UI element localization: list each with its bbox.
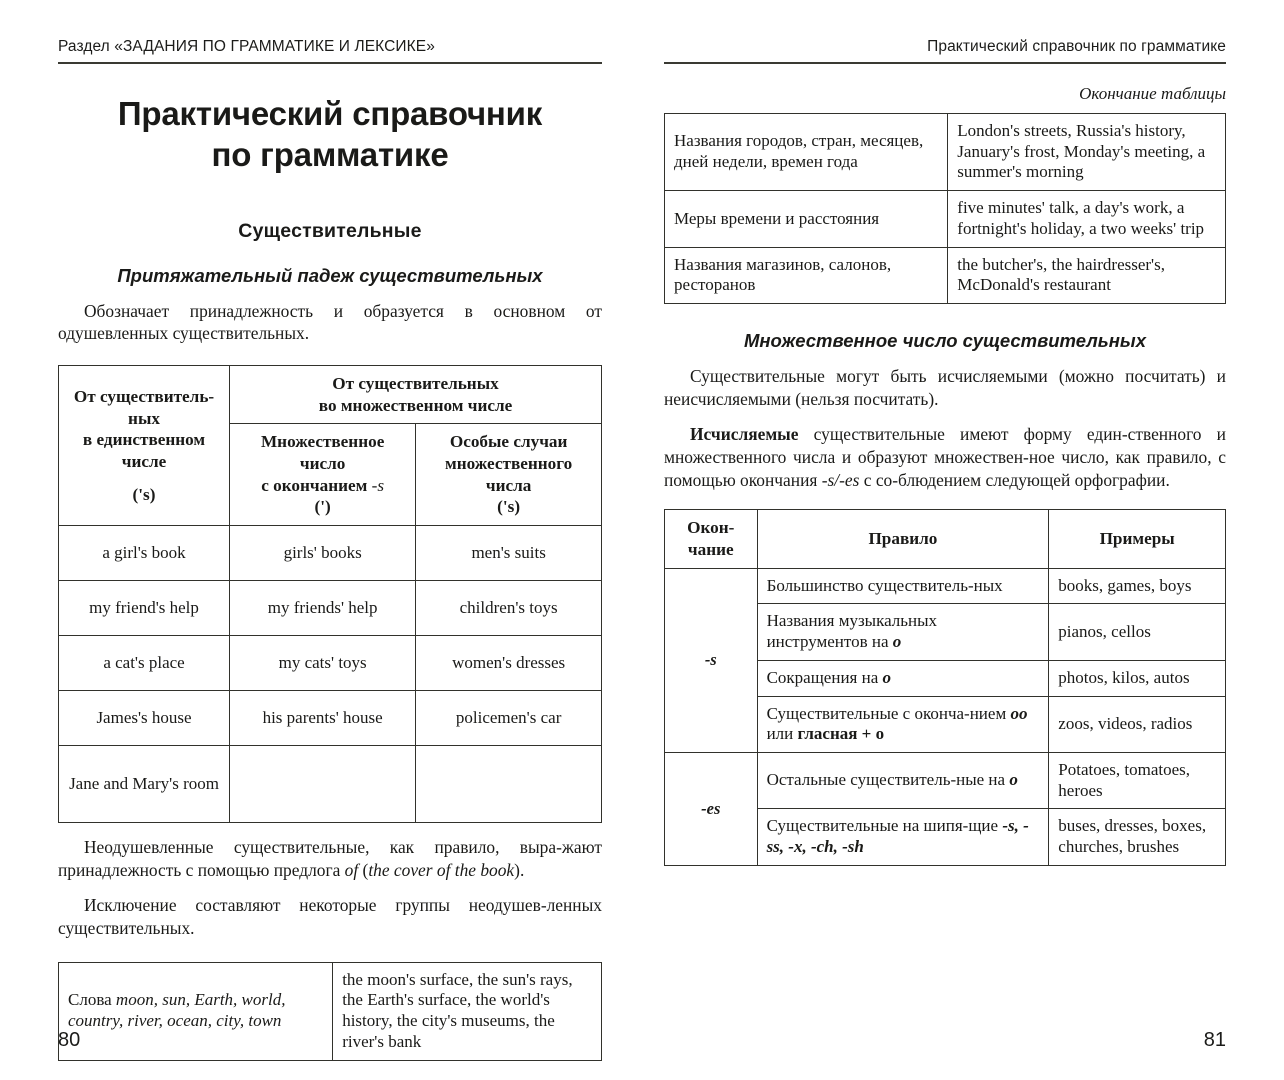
cell-special: women's dresses xyxy=(416,636,602,691)
cell-rule xyxy=(757,696,1049,752)
cell-plural-s xyxy=(230,746,416,823)
cell-special: policemen's car xyxy=(416,691,602,746)
table-row xyxy=(665,247,1226,303)
possessive-intro-paragraph: Обозначает принадлежность и образуется в основном от одушевленных существительных. xyxy=(58,300,602,344)
header-singular-mark: ('s) xyxy=(132,484,156,504)
cell-examples: the butcher's, the hairdresser's, McDonald's restaurant xyxy=(948,247,1226,303)
plural-paragraph-2-text-a: существительные имеют форму един-ственного и множественного числа и образуют множествен-ное число, как правило, с помощью окончания xyxy=(664,424,1226,490)
cell-rule xyxy=(757,568,1049,604)
header-ending xyxy=(665,510,758,568)
header-singular-l3: в единственном xyxy=(82,430,206,450)
table-row xyxy=(59,526,602,581)
cell-rule xyxy=(757,660,1049,696)
right-head-rule xyxy=(664,62,1226,64)
cell-examples: photos, kilos, autos xyxy=(1049,660,1226,696)
cell-examples: five minutes' talk, a day's work, a fortnight's holiday, a two weeks' trip xyxy=(948,191,1226,247)
cell-plural-s: my friends' help xyxy=(230,581,416,636)
plural-table-header-row xyxy=(665,510,1226,568)
header-examples: Примеры xyxy=(1049,510,1226,568)
cell-rule xyxy=(757,753,1049,809)
rule-text-mid: или xyxy=(766,724,798,744)
possessive-continued-table xyxy=(664,113,1226,304)
cell-examples: zoos, videos, radios xyxy=(1049,696,1226,752)
inanimate-paragraph xyxy=(58,836,602,881)
header-plural-group xyxy=(230,366,602,424)
cell-rule: Названия магазинов, салонов, ресторанов xyxy=(665,247,948,303)
table-row xyxy=(665,753,1226,809)
page-number-left: 80 xyxy=(58,1029,81,1051)
cell-examples: pianos, cellos xyxy=(1049,604,1226,660)
header-singular-l4: числе xyxy=(121,451,167,471)
table-row xyxy=(665,568,1226,604)
inanimate-example: the cover of the book xyxy=(368,859,515,880)
page-title xyxy=(58,94,602,176)
header-plural-s-l2: число xyxy=(299,454,346,474)
cell-singular: James's house xyxy=(59,691,230,746)
header-plural-group-l1: От существительных xyxy=(332,374,499,394)
header-singular-nouns xyxy=(59,366,230,526)
table-row xyxy=(59,962,602,1060)
inanimate-text-a: Неодушевленные существительные, как правило, выра-жают принадлежность с помощью предлога xyxy=(58,837,602,880)
subsection-heading-possessive: Притяжательный падеж существительных xyxy=(117,264,543,286)
rule-text: Сокращения на xyxy=(766,667,883,687)
table-row xyxy=(59,581,602,636)
right-page xyxy=(642,0,1284,1080)
header-ending-l2: чание xyxy=(687,539,734,559)
cell-special: men's suits xyxy=(416,526,602,581)
header-plural-with-s xyxy=(230,424,416,526)
header-special-l3: числа xyxy=(485,475,532,495)
left-head-rule xyxy=(58,62,602,64)
header-plural-s-l1: Множественное xyxy=(260,432,385,452)
plural-paragraph-1: Существительные могут быть исчисляемыми (можно посчитать) и неисчисляемыми (нельзя посчитать). xyxy=(664,366,1226,409)
table-row xyxy=(665,114,1226,191)
cell-plural-s: my cats' toys xyxy=(230,636,416,691)
exception-words-prefix: Слова xyxy=(68,990,116,1010)
cell-examples: London's streets, Russia's history, January's frost, Monday's meeting, a summer's morning xyxy=(948,114,1226,191)
rule-emphasis: o xyxy=(1009,770,1018,790)
cell-singular: a girl's book xyxy=(59,526,230,581)
header-plural-s-mark: (') xyxy=(314,497,331,517)
left-running-head: Раздел «ЗАДАНИЯ ПО ГРАММАТИКЕ И ЛЕКСИКЕ» xyxy=(58,38,435,55)
rule-text: Большинство существитель-ных xyxy=(766,575,1003,595)
header-special-l1: Особые случаи xyxy=(449,432,568,452)
plural-endings-inline: -s/-es xyxy=(821,469,860,490)
header-special-l2: множественного xyxy=(445,454,573,474)
inanimate-text-c: ). xyxy=(514,859,525,880)
header-plural-group-l2: во множественном числе xyxy=(318,395,513,415)
cell-special xyxy=(416,746,602,823)
header-special-mark: ('s) xyxy=(497,497,521,517)
exception-paragraph: Исключение составляют некоторые группы неодушев-ленных существительных. xyxy=(58,895,602,938)
table-continuation-note: Окончание таблицы xyxy=(1079,84,1226,103)
cell-rule xyxy=(757,604,1049,660)
header-special-plural xyxy=(416,424,602,526)
page-number-right: 81 xyxy=(1203,1029,1226,1051)
cell-examples: buses, dresses, boxes, churches, brushes xyxy=(1049,809,1226,865)
rule-emphasis: oo xyxy=(1010,703,1028,723)
cell-rule: Меры времени и расстояния xyxy=(665,191,948,247)
possessive-case-table xyxy=(58,365,602,823)
plural-paragraph-2-text-b: с со-блюдением следующей орфографии. xyxy=(859,469,1170,490)
header-singular-l1: От существитель- xyxy=(73,386,215,406)
rule-text: Существительные с оконча-нием xyxy=(766,703,1011,723)
table-row xyxy=(59,746,602,823)
exceptions-table xyxy=(58,962,602,1061)
cell-ending-es: -es xyxy=(665,753,758,866)
cell-singular: Jane and Mary's room xyxy=(59,746,230,823)
rule-text: Существительные на шипя-щие xyxy=(766,816,1003,836)
rule-emphasis: o xyxy=(882,667,891,687)
cell-rule xyxy=(757,809,1049,865)
table-row xyxy=(59,636,602,691)
cell-singular: my friend's help xyxy=(59,581,230,636)
cell-plural-s: his parents' house xyxy=(230,691,416,746)
header-ending-l1: Окон- xyxy=(687,518,735,538)
plural-rules-table xyxy=(664,509,1226,866)
cell-special: children's toys xyxy=(416,581,602,636)
section-heading-nouns: Существительные xyxy=(238,219,422,242)
rule-text: Остальные существитель-ные на xyxy=(766,770,1010,790)
rule-text: Названия музыкальных инструментов на xyxy=(766,611,938,652)
page-title-line-1: Практический справочник xyxy=(117,95,543,132)
cell-exception-examples: the moon's surface, the sun's rays, the Earth's surface, the world's history, the city's museums, the river's bank xyxy=(333,962,602,1060)
header-plural-s-ending: -s xyxy=(371,475,385,495)
rule-emphasis-2: гласная + o xyxy=(797,724,885,744)
header-plural-s-l3: с окончанием xyxy=(261,475,368,495)
cell-exception-words xyxy=(59,962,333,1060)
cell-examples: Potatoes, tomatoes, heroes xyxy=(1049,753,1226,809)
possessive-table-header-row-1 xyxy=(59,366,602,424)
inanimate-preposition: of xyxy=(344,859,359,880)
rule-emphasis: o xyxy=(892,632,902,652)
cell-plural-s: girls' books xyxy=(230,526,416,581)
cell-singular: a cat's place xyxy=(59,636,230,691)
cell-ending-s: -s xyxy=(665,568,758,752)
right-running-head: Практический справочник по грамматике xyxy=(927,38,1226,55)
inanimate-text-b: ( xyxy=(358,859,369,880)
exception-words-list: moon, sun, Earth, world, country, river, ocean, city, town xyxy=(68,990,286,1031)
header-rule: Правило xyxy=(757,510,1049,568)
plural-paragraph-2 xyxy=(664,423,1226,491)
table-row xyxy=(59,691,602,746)
cell-examples: books, games, boys xyxy=(1049,568,1226,604)
page-title-line-2: по грамматике xyxy=(211,135,449,173)
table-row xyxy=(665,191,1226,247)
subsection-heading-plural: Множественное число существительных xyxy=(743,330,1147,352)
rule-emphasis: -s, -ss, -x, -ch, -sh xyxy=(766,816,1029,857)
cell-rule: Названия городов, стран, месяцев, дней недели, времен года xyxy=(665,114,948,191)
header-spacer xyxy=(68,473,220,484)
plural-paragraph-2-lead: Исчисляемые xyxy=(690,424,799,445)
header-singular-l2: ных xyxy=(128,408,160,428)
